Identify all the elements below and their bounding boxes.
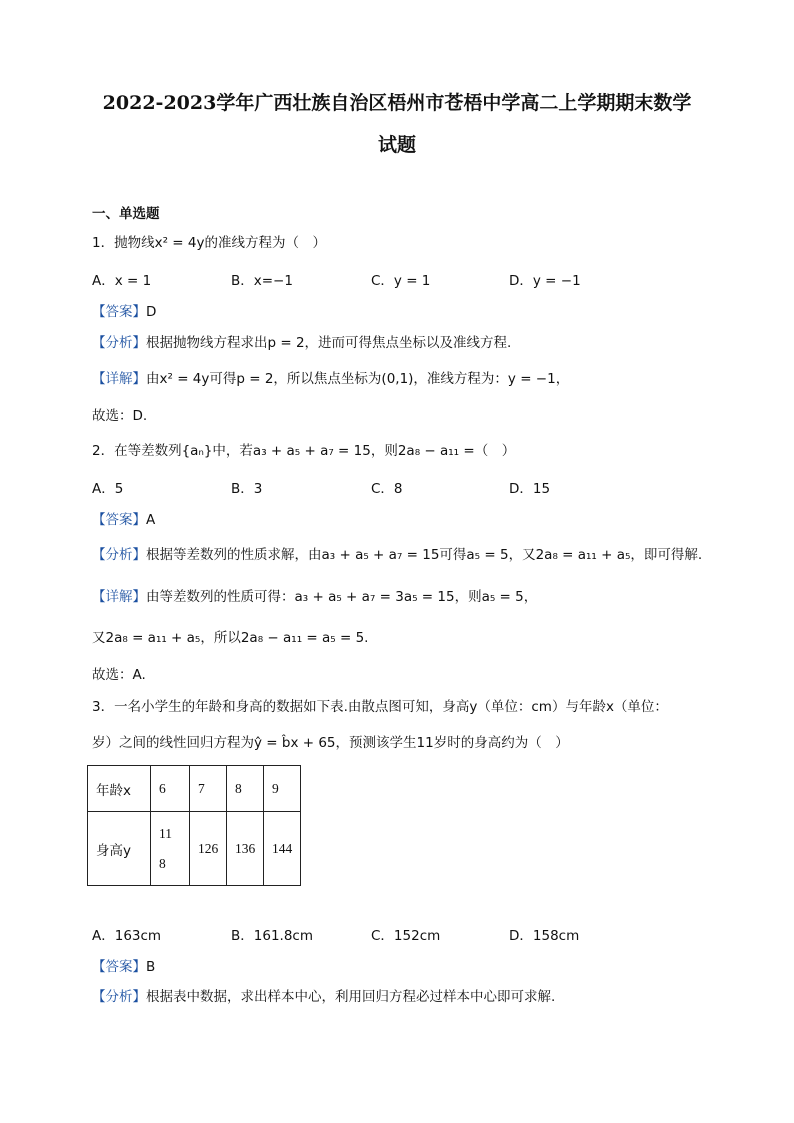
detail-label: 【详解】 — [92, 589, 146, 605]
table-cell: 11 8 — [151, 812, 190, 886]
q2-option-d: D．15 — [509, 481, 551, 497]
age-height-table — [87, 765, 301, 886]
table-cell: 144 — [264, 812, 301, 886]
choose-label: 故选： — [92, 408, 133, 424]
q2-analysis-text: 根据等差数列的性质求解，由a₃ + a₅ + a₇ = 15可得a₅ = 5，又2a₈ = a₁₁ + a₅，即可得解. — [146, 547, 703, 563]
q2-choose-value: A. — [132, 667, 146, 683]
q3-stem-line2: 岁）之间的线性回归方程为ŷ = b̂x + 65，预测该学生11岁时的身高约为（ ） — [92, 735, 569, 751]
q2-option-c: C．8 — [371, 481, 403, 497]
q2-option-b: B．3 — [231, 481, 263, 497]
q2-choose — [92, 666, 146, 684]
q1-analysis-text: 根据抛物线方程求出p = 2，进而可得焦点坐标以及准线方程. — [146, 335, 512, 351]
choose-label: 故选： — [92, 667, 133, 683]
q3-option-b: B．161.8cm — [231, 928, 313, 944]
q1-option-d: D．y = −1 — [509, 273, 581, 289]
answer-label: 【答案】 — [92, 959, 146, 975]
q3-analysis — [92, 988, 555, 1006]
q1-answer-value: D — [146, 304, 157, 320]
table-cell: 年龄x — [88, 766, 151, 812]
q2-answer-value: A — [146, 512, 156, 528]
q3-answer — [92, 958, 155, 976]
table-cell: 7 — [190, 766, 227, 812]
q2-detail-text: 由等差数列的性质可得：a₃ + a₅ + a₇ = 3a₅ = 15，则a₅ = 5， — [146, 589, 538, 605]
detail-label: 【详解】 — [92, 371, 146, 387]
q1-option-c: C．y = 1 — [371, 273, 431, 289]
document-title-line2: 试题 — [377, 134, 416, 156]
q2-option-a: A．5 — [92, 481, 124, 497]
q1-answer — [92, 303, 156, 321]
q2-detail — [92, 588, 537, 606]
section-heading: 一、单选题 — [92, 206, 160, 222]
table-cell: 9 — [264, 766, 301, 812]
q2-analysis — [92, 546, 702, 564]
q3-answer-value: B — [146, 959, 156, 975]
table-cell: 136 — [227, 812, 264, 886]
q1-option-b: B．x=−1 — [231, 273, 293, 289]
q1-stem: 1．抛物线x² = 4y的准线方程为（ ） — [92, 235, 326, 251]
analysis-label: 【分析】 — [92, 547, 146, 563]
table-cell: 身高y — [88, 812, 151, 886]
table-row — [88, 812, 301, 886]
q3-option-c: C．152cm — [371, 928, 441, 944]
q3-analysis-text: 根据表中数据，求出样本中心，利用回归方程必过样本中心即可求解. — [146, 989, 556, 1005]
answer-label: 【答案】 — [92, 512, 146, 528]
q2-stem: 2．在等差数列{aₙ}中，若a₃ + a₅ + a₇ = 15，则2a₈ − a₁₁ =（ ） — [92, 443, 516, 459]
q1-option-a: A．x = 1 — [92, 273, 152, 289]
table-cell: 8 — [227, 766, 264, 812]
q1-analysis — [92, 334, 511, 352]
q2-answer — [92, 511, 155, 529]
q3-option-d: D．158cm — [509, 928, 580, 944]
q1-detail-text: 由x² = 4y可得p = 2，所以焦点坐标为(0,1)，准线方程为：y = −1， — [146, 371, 570, 387]
q1-detail — [92, 370, 569, 388]
analysis-label: 【分析】 — [92, 335, 146, 351]
q2-detail-2: 又2a₈ = a₁₁ + a₅，所以2a₈ − a₁₁ = a₅ = 5. — [92, 630, 369, 646]
table-cell: 6 — [151, 766, 190, 812]
answer-label: 【答案】 — [92, 304, 146, 320]
q3-stem-line1: 3．一名小学生的年龄和身高的数据如下表.由散点图可知，身高y（单位：cm）与年龄x（单位： — [92, 699, 668, 715]
analysis-label: 【分析】 — [92, 989, 146, 1005]
q1-choose-value: D. — [132, 408, 148, 424]
table-row — [88, 766, 301, 812]
q1-choose — [92, 407, 147, 425]
table-cell: 126 — [190, 812, 227, 886]
document-title-line1: 2022-2023学年广西壮族自治区梧州市苍梧中学高二上学期期末数学 — [102, 92, 692, 114]
q3-option-a: A．163cm — [92, 928, 162, 944]
